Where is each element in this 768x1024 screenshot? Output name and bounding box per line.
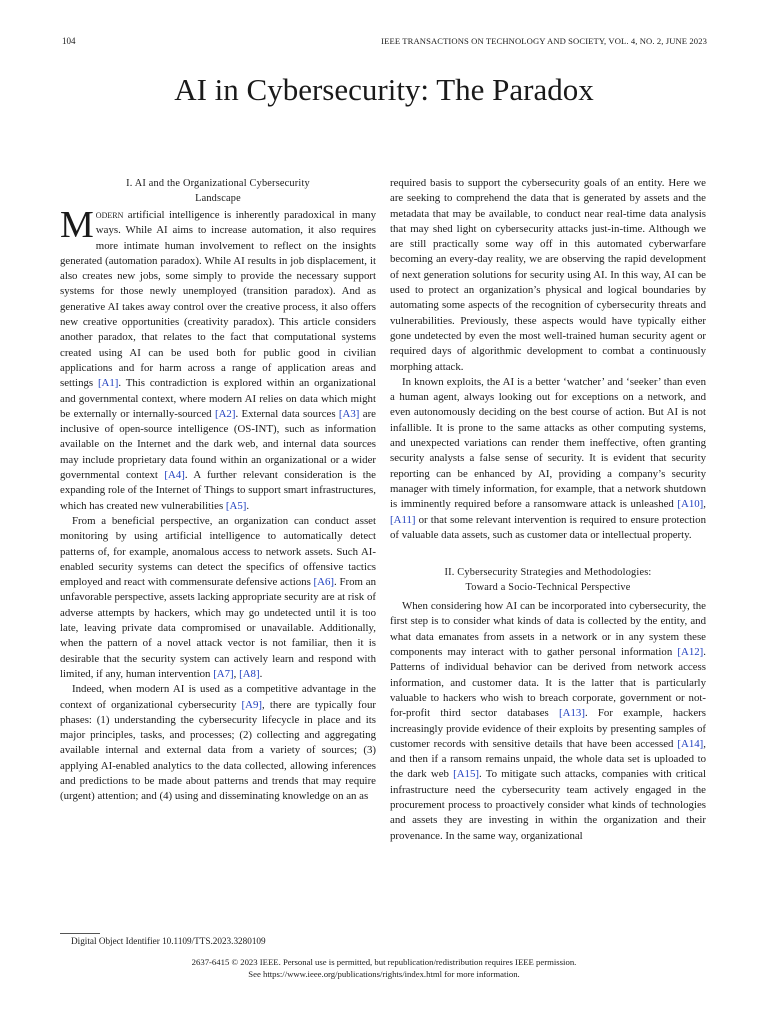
section-2-heading [390,565,706,595]
copyright-footer [0,956,768,980]
paragraph-6 [390,599,706,844]
citation-link[interactable]: [A8] [239,667,260,680]
journal-header: IEEE TRANSACTIONS ON TECHNOLOGY AND SOCIETY, VOL. 4, NO. 2, JUNE 2023 [381,36,707,46]
paragraph-text: . [246,499,250,512]
paragraph-5 [390,375,706,543]
section-2-heading-line1: II. Cybersecurity Strategies and Methodologies: [444,567,652,579]
citation-link[interactable]: [A12] [677,646,704,659]
citation-link[interactable]: [A9] [241,698,263,711]
lead-word: odern [95,209,124,221]
citation-link[interactable]: [A1] [97,377,119,390]
paragraph-text: are inclusive of open-source intelligence (OS-INT), such as information available on the Internet and the dark web, and internal data sources may include proprietary data found within an organizational or a wider governmental context [60,407,376,482]
paragraph-text: From a beneficial perspective, an organization can conduct asset monitoring by using artificial intelligence to automatically detect patterns of, for example, anomalous access to network assets. Such AI-enabled security systems can detect the specifics of offensive tactics employed and react with commensurate defensive actions [60,514,376,589]
citation-link[interactable]: [A14] [677,737,704,750]
paragraph-text: In known exploits, the AI is a better ‘watcher’ and ‘seeker’ than even a human agent, always looking out for exceptions on a network, and even autonomously deciding on the best course of action. But AI is not infallible. It is prone to the same attacks as other computing systems, and unexpected variations can render them ineffective, often granting security analysts a false sense of security. It is evident that security reporting can be enhanced by AI, providing a company’s security manager with timely information, for example, that a network shutdown is imminently required before a ransomware attack is unleashed [390,375,706,511]
footnote-rule [60,933,100,934]
citation-link[interactable]: [A13] [559,707,585,720]
citation-link[interactable]: [A10] [677,498,704,511]
paragraph-text: . External data sources [235,407,339,420]
paragraph-text: , [233,667,240,680]
paragraph-text: Indeed, when modern AI is used as a competitive advantage in the context of organizational cybersecurity [60,683,376,711]
paragraph-2 [60,514,376,682]
section-1-heading-line2: Landscape [195,193,241,204]
paragraph-text: , [703,498,706,511]
copyright-line: 2637-6415 © 2023 IEEE. Personal use is permitted, but republication/redistribution requires IEEE permission. [191,957,577,967]
left-column [60,176,376,805]
citation-link[interactable]: [A6] [313,576,335,589]
paragraph-text: , there are typically four phases: (1) understanding the cybersecurity lifecycle in place and its major principles, tasks, and processes; (2) collecting and aggregating available internal and external data from a variety of sources; (3) applying AI-enabled analytics to the data collected, allowing inferences and predictions to be made about patterns and trends that may require (urgent) attention; and (4) using and disseminating knowledge on an as [60,698,376,803]
citation-link[interactable]: [A11] [390,513,416,526]
rights-line: See https://www.ieee.org/publications/rights/index.html for more information. [248,969,520,979]
section-1-heading-line1: I. AI and the Organizational Cybersecurity [126,178,310,189]
page-title: AI in Cybersecurity: The Paradox [174,72,594,107]
citation-link[interactable]: [A7] [213,667,234,680]
paragraph-1 [60,204,376,514]
right-column [390,176,706,844]
citation-link[interactable]: [A3] [338,407,360,420]
citation-link[interactable]: [A2] [214,407,236,420]
paragraph-text: . Patterns of individual behavior can be derived from network access information, and customer data. It is the latter that is particularly valuable to hackers who wish to breach corporate, government or not-for-profit third sector databases [390,646,706,720]
citation-link[interactable]: [A15] [453,768,480,781]
paragraph-text: . To mitigate such attacks, companies with critical infrastructure need the cybersecurity team actively engaged in the procurement process to proactively consider what kinds of technologies and assets they are investing in within the organization and their provenance. In the same way, organizational [390,768,707,842]
paragraph-text: . This contradiction is explored within an organizational and governmental context, where modern AI relies on data which might be externally or internally-sourced [60,377,376,420]
paragraph-text: . From an unfavorable perspective, assets lacking appropriate security are at risk of adverse attempts by hackers, which may go undetected until it is too late, leaving private data compromised or unavailable. Additionally, when the pattern of a novel attack vector is not familiar, then it is desirable that the security system can actively learn and respond with limited, if any, human intervention [60,576,376,680]
paragraph-text: or that some relevant intervention is required to ensure protection of valuable data assets, such as customer data or intellectual property. [390,513,706,541]
paragraph-text: When considering how AI can be incorporated into cybersecurity, the first step is to consider what kinds of data is collected by the entity, and what data emanates from assets in a network or in any system these components may interact with to gather personal information [390,600,706,659]
paragraph-text: . [259,667,263,680]
paragraph-text: , and then if a ransom remains unpaid, the whole data set is uploaded to the dark web [390,737,706,781]
paragraph-text: . For example, hackers increasingly provide evidence of their exploits by presenting samples of customer records with sensitive details that have been accessed [390,707,706,750]
doi-footnote: Digital Object Identifier 10.1109/TTS.2023.3280109 [71,936,266,946]
citation-link[interactable]: [A5] [225,499,247,512]
paragraph-text: artificial intelligence is inherently paradoxical in many ways. While AI aims to increase automation, it also requires more intimate human involvement to reflect on the insights generated (automation paradox). While AI results in job displacement, it also creates new jobs, some simply to provide the necessary support systems for those newly unemployed (transition paradox). And as generative AI takes away control over the creative process, it also offers new creative opportunities (creativity paradox). This article considers another paradox, that relates to the fact that computational systems created using AI can be used both for public good in civilian applications and for harm across a range of application areas and settings [60,209,376,390]
paragraph-4: required basis to support the cybersecurity goals of an entity. Here we are seeking to comprehend the data that is generated by assets and the metadata that may be available, to conduct near real-time data analysis that may shed light on cybersecurity attacks just-in-time. Although we are still practically some way off in this automated cyberwarfare becoming an every-day reality, we are observing the rapid development of next generation solutions for security using AI. In this way, AI can be used to protect an organization’s physical and logical boundaries by automating some aspects of the recognition of cybersecurity threats and vulnerabilities. Previously, these aspects would have typically either gone undetected by even the most well-trained human security agent or required days of algorithmic development to combat a continuously morphing attack. [390,177,706,373]
section-2-heading-line2: Toward a Socio-Technical Perspective [465,582,631,594]
paragraph-3 [60,682,376,804]
citation-link[interactable]: [A4] [164,469,185,482]
section-1-heading [60,176,376,206]
paragraph-text: . A further relevant consideration is the expanding role of the Internet of Things to support smart infrastructures, which has created new vulnerabilities [60,469,376,512]
drop-cap: M [60,204,94,246]
page-number: 104 [62,36,76,46]
